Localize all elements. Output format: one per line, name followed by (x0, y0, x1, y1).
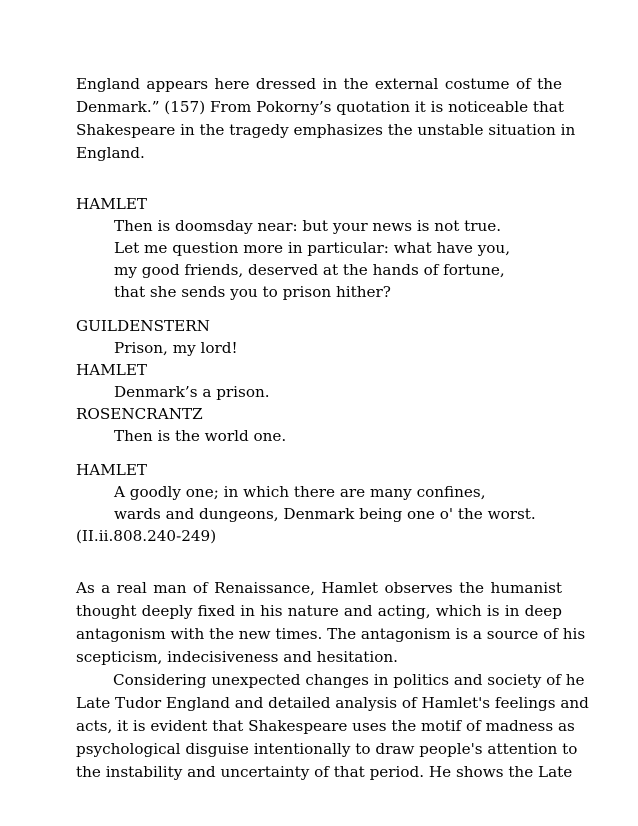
paragraph-line: scepticism, indecisiveness and hesitation. (76, 648, 398, 666)
paragraph-line: the instability and uncertainty of that period. He shows the Late (76, 763, 573, 781)
speaker-name: HAMLET (76, 461, 148, 479)
intro-line: Shakespeare in the tragedy emphasizes the unstable situation in (76, 121, 576, 139)
intro-line: England appears here dressed in the external costume of the (76, 75, 562, 93)
dialogue-line: Then is the world one. (114, 427, 287, 445)
dialogue-line: Denmark’s a prison. (114, 383, 270, 401)
speaker-name: GUILDENSTERN (76, 317, 210, 335)
intro-line: England. (76, 144, 145, 162)
dialogue-line: my good friends, deserved at the hands of fortune, (114, 261, 505, 279)
dialogue-line: Let me question more in particular: what have you, (114, 239, 511, 257)
intro-line: Denmark.” (157) From Pokorny’s quotation it is noticeable that (76, 98, 564, 116)
paragraph-line: Late Tudor England and detailed analysis of Hamlet's feelings and (76, 694, 589, 712)
speaker-name: HAMLET (76, 361, 148, 379)
paragraph-line: antagonism with the new times. The antagonism is a source of his (76, 625, 586, 643)
paragraph-line: acts, it is evident that Shakespeare uses the motif of madness as (76, 717, 575, 735)
paragraph-line: As a real man of Renaissance, Hamlet observes the humanist (76, 579, 562, 597)
paragraph-line: psychological disguise intentionally to draw people's attention to (76, 740, 578, 758)
paragraph-line: Considering unexpected changes in politics and society of he (113, 671, 585, 689)
speaker-name: HAMLET (76, 195, 148, 213)
dialogue-line: A goodly one; in which there are many confines, (114, 483, 486, 501)
dialogue-line: wards and dungeons, Denmark being one o' the worst. (114, 505, 536, 523)
speaker-name: ROSENCRANTZ (76, 405, 203, 423)
dialogue-line: that she sends you to prison hither? (114, 283, 391, 301)
citation: (II.ii.808.240-249) (76, 527, 217, 545)
dialogue-line: Then is doomsday near: but your news is not true. (114, 217, 502, 235)
dialogue-line: Prison, my lord! (114, 339, 238, 357)
paragraph-line: thought deeply fixed in his nature and acting, which is in deep (76, 602, 562, 620)
